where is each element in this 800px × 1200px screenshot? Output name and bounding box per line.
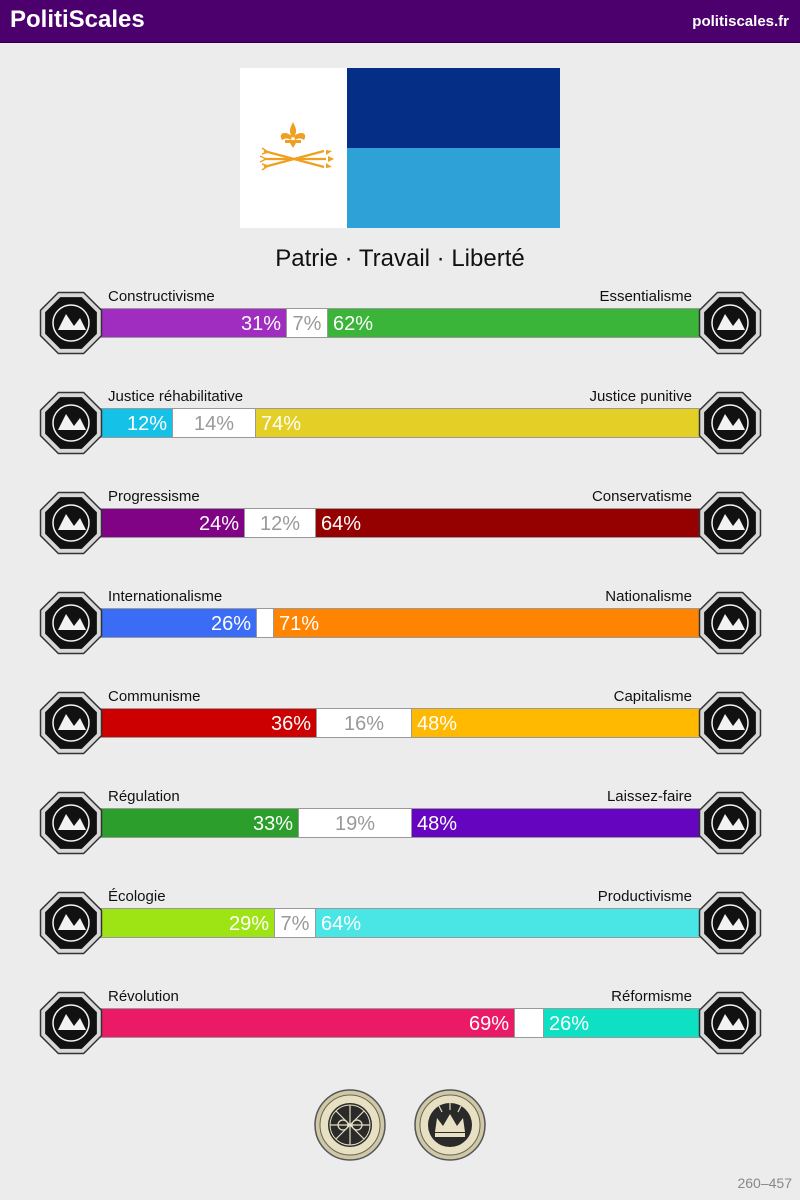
money-bag-icon <box>695 688 765 758</box>
axis-right-label: Capitalisme <box>613 688 692 705</box>
axis-neutral-segment: 19% <box>298 808 412 838</box>
handshake-icon <box>36 388 106 458</box>
medal-pragmatism-icon[interactable] <box>313 1088 387 1162</box>
axis-right-label: Essentialisme <box>599 288 692 305</box>
axis-row <box>0 288 800 368</box>
axis-left-label: Communisme <box>108 688 201 705</box>
footer-counter: 260–457 <box>737 1175 792 1191</box>
axis-bar <box>100 308 700 338</box>
prison-bars-icon <box>695 388 765 458</box>
axis-left-segment: 36% <box>100 708 316 738</box>
axis-neutral-segment: 7% <box>274 908 316 938</box>
axis-left-segment: 12% <box>100 408 172 438</box>
medal-monarchism-icon[interactable] <box>413 1088 487 1162</box>
axis-right-segment: 74% <box>256 408 700 438</box>
axis-right-label: Conservatisme <box>591 488 692 505</box>
axis-right-label: Laissez-faire <box>606 788 692 805</box>
axis-bar <box>100 508 700 538</box>
axis-neutral-segment <box>256 608 274 638</box>
parliament-icon <box>695 988 765 1058</box>
quill-icon <box>695 488 765 558</box>
top-bar <box>0 0 800 43</box>
axis-row <box>0 888 800 968</box>
axis-left-label: Constructivisme <box>108 288 215 305</box>
axis-neutral-segment: 16% <box>316 708 412 738</box>
axis-row <box>0 988 800 1068</box>
axis-right-segment: 64% <box>316 508 700 538</box>
axis-bar <box>100 908 700 938</box>
axis-left-segment: 31% <box>100 308 286 338</box>
axis-right-label: Réformisme <box>611 988 692 1005</box>
axis-bar <box>100 808 700 838</box>
axis-bar <box>100 408 700 438</box>
axis-left-label: Révolution <box>108 988 179 1005</box>
axis-row <box>0 388 800 468</box>
axis-left-label: Régulation <box>108 788 180 805</box>
axis-left-label: Progressisme <box>108 488 200 505</box>
axis-row <box>0 688 800 768</box>
butterfly-icon <box>695 788 765 858</box>
axis-left-segment: 33% <box>100 808 298 838</box>
fist-icon <box>36 988 106 1058</box>
axis-neutral-segment: 7% <box>286 308 328 338</box>
axis-right-segment: 62% <box>328 308 700 338</box>
axis-right-segment: 48% <box>412 808 700 838</box>
axis-left-label: Écologie <box>108 888 166 905</box>
essentialism-icon <box>695 288 765 358</box>
axis-row <box>0 488 800 568</box>
axis-neutral-segment: 12% <box>244 508 316 538</box>
site-link[interactable]: politiscales.fr <box>692 13 789 30</box>
axis-neutral-segment <box>514 1008 544 1038</box>
axis-right-segment: 48% <box>412 708 700 738</box>
axis-left-segment: 24% <box>100 508 244 538</box>
axis-right-label: Nationalisme <box>605 588 692 605</box>
constructivism-icon <box>36 288 106 358</box>
axis-right-label: Productivisme <box>597 888 692 905</box>
axis-left-label: Justice réhabilitative <box>108 388 244 405</box>
hammer-sickle-icon <box>36 688 106 758</box>
axis-neutral-segment: 14% <box>172 408 256 438</box>
axis-left-label: Internationalisme <box>108 588 223 605</box>
result-flag <box>240 68 560 228</box>
axis-right-segment: 26% <box>544 1008 700 1038</box>
axis-bar <box>100 708 700 738</box>
axis-right-label: Justice punitive <box>589 388 692 405</box>
axis-left-segment: 29% <box>100 908 274 938</box>
axis-left-segment: 69% <box>100 1008 514 1038</box>
axis-right-segment: 71% <box>274 608 700 638</box>
axis-bar <box>100 608 700 638</box>
globe-icon <box>36 588 106 658</box>
sprout-icon <box>36 888 106 958</box>
ruler-icon <box>36 788 106 858</box>
flag-icon <box>695 588 765 658</box>
axis-bar <box>100 1008 700 1038</box>
axis-right-segment: 64% <box>316 908 700 938</box>
rocket-icon <box>36 488 106 558</box>
brand-title[interactable]: PolitiScales <box>10 6 145 33</box>
axis-row <box>0 788 800 868</box>
motto: Patrie · Travail · Liberté <box>275 245 525 272</box>
axis-left-segment: 26% <box>100 608 256 638</box>
gear-icon <box>695 888 765 958</box>
axis-row <box>0 588 800 668</box>
